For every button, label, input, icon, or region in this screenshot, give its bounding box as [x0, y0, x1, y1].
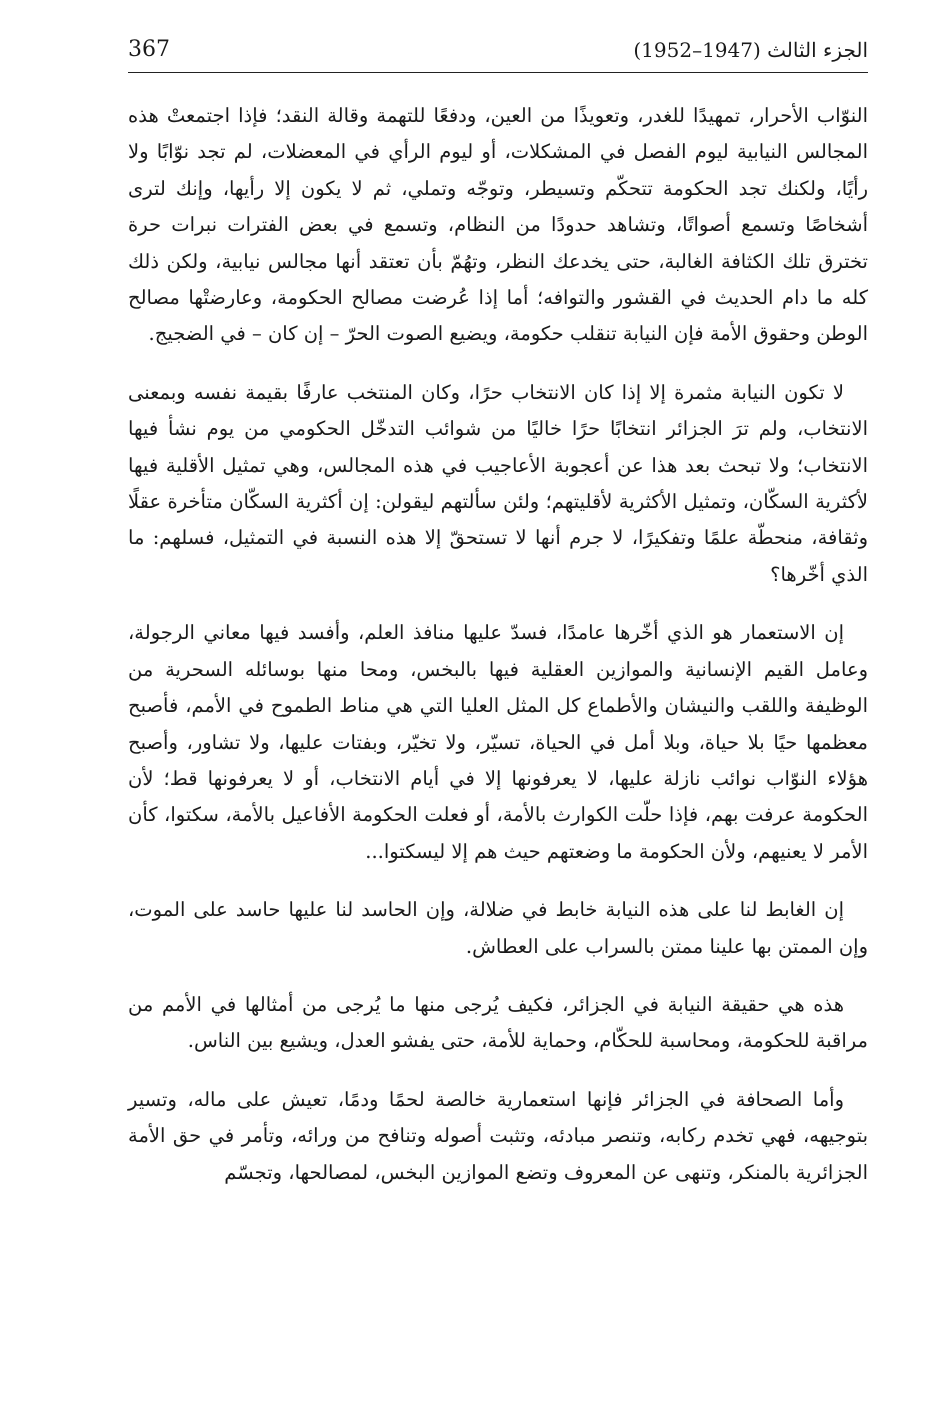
- paragraph-3: إن الاستعمار هو الذي أخّرها عامدًا، فسدّ عليها منافذ العلم، وأفسد فيها معاني الرجولة، وعامل القيم الإنسانية والموازين العقلية فيها بالبخس، ومحا منها بوسائله السحرية من الوظيفة واللقب والنيشان والأطماع كل المثل العليا التي هي مناط الطموح في الأمم، فأصبح معظمها حيًا بلا حياة، وبلا أمل في الحياة، تسيّر، ولا تخيّر، وبفتات عليها، ولا تشاور، وأصبح هؤلاء النوّاب نوائب نازلة عليها، لا يعرفونها إلا في أيام الانتخاب، أو لا يعرفونها قط؛ لأن الحكومة عرفت بهم، فإذا حلّت الكوارث بالأمة، أو فعلت الحكومة الأفاعيل بالأمة، سكتوا، كأن الأمر لا يعنيهم، ولأن الحكومة ما وضعتهم حيث هم إلا ليسكتوا...: [128, 621, 868, 863]
- body-text: [128, 98, 868, 1213]
- header-rule: [128, 72, 868, 73]
- paragraph-5: هذه هي حقيقة النيابة في الجزائر، فكيف يُرجى منها ما يُرجى من أمثالها في الأمم من مراقبة للحكومة، ومحاسبة للحكّام، وحماية للأمة، حتى يفشو العدل، ويشيع بين الناس.: [128, 992, 868, 1053]
- page-header: [128, 36, 868, 70]
- paragraph-4: إن الغابط لنا على هذه النيابة خابط في ضلالة، وإن الحاسد لنا عليها حاسد على الموت، وإن الممتن بها علينا ممتن بالسراب على العطاش.: [128, 898, 868, 958]
- paragraph-1: النوّاب الأحرار، تمهيدًا للغدر، وتعويذًا من العين، ودفعًا للتهمة وقالة النقد؛ فإذا اجتمعتْ هذه المجالس النيابية ليوم الفصل في المشكلات، أو ليوم الرأي في المعضلات، لم تجد نوّابًا ولا رأيًا، ولكنك تجد الحكومة تتحكّم وتسيطر، وتوجّه وتملي، ثم لا يكون إلا رأيها، وإنك لترى أشخاصًا وتسمع أصواتًا، وتشاهد حدودًا من النظام، وتسمع في بعض الفترات نبرات حرة تخترق تلك الكثافة الغالبة، حتى يخدعك النظر، وتهُمّ بأن تعتقد أنها مجالس نيابية، ولكن ذلك كله ما دام الحديث في القشور والتوافه؛ أما إذا عُرضت مصالح الحكومة، وعارضتْها مصالح الوطن وحقوق الأمة فإن النيابة تنقلب حكومة، ويضيع الصوت الحرّ – إن كان – في الضجيج.: [128, 104, 868, 346]
- page-number: 367: [128, 37, 170, 62]
- paragraph-2: لا تكون النيابة مثمرة إلا إذا كان الانتخاب حرًا، وكان المنتخب عارفًا بقيمة نفسه وبمعنى الانتخاب، ولم ترَ الجزائر انتخابًا حرًا خاليًا من شوائب التدخّل الحكومي من يوم نشأ فيها الانتخاب؛ ولا تبحث بعد هذا عن أعجوبة الأعاجيب في هذه المجالس، وهي تمثيل الأقلية فيها لأكثرية السكّان، وتمثيل الأكثرية لأقليتهم؛ ولئن سألتهم ليقولن: إن أكثرية السكّان متأخرة عقلًا وثقافة، منحطّة علمًا وتفكيرًا، لا جرم أنها لا تستحقّ إلا هذه النسبة في التمثيل، فسلهم: ما الذي أخّرها؟: [128, 380, 868, 586]
- running-title: الجزء الثالث (1947–1952): [633, 38, 868, 62]
- paragraph-6: وأما الصحافة في الجزائر فإنها استعمارية خالصة لحمًا ودمًا، تعيش على ماله، وتسير بتوجيهه، فهي تخدم ركابه، وتنصر مبادئه، وتثبت أصوله وتنافح من ورائه، وتأمر في حق الأمة الجزائرية بالمنكر، وتنهى عن المعروف وتضع الموازين البخس، لمصالحها، وتجسّم: [128, 1087, 868, 1184]
